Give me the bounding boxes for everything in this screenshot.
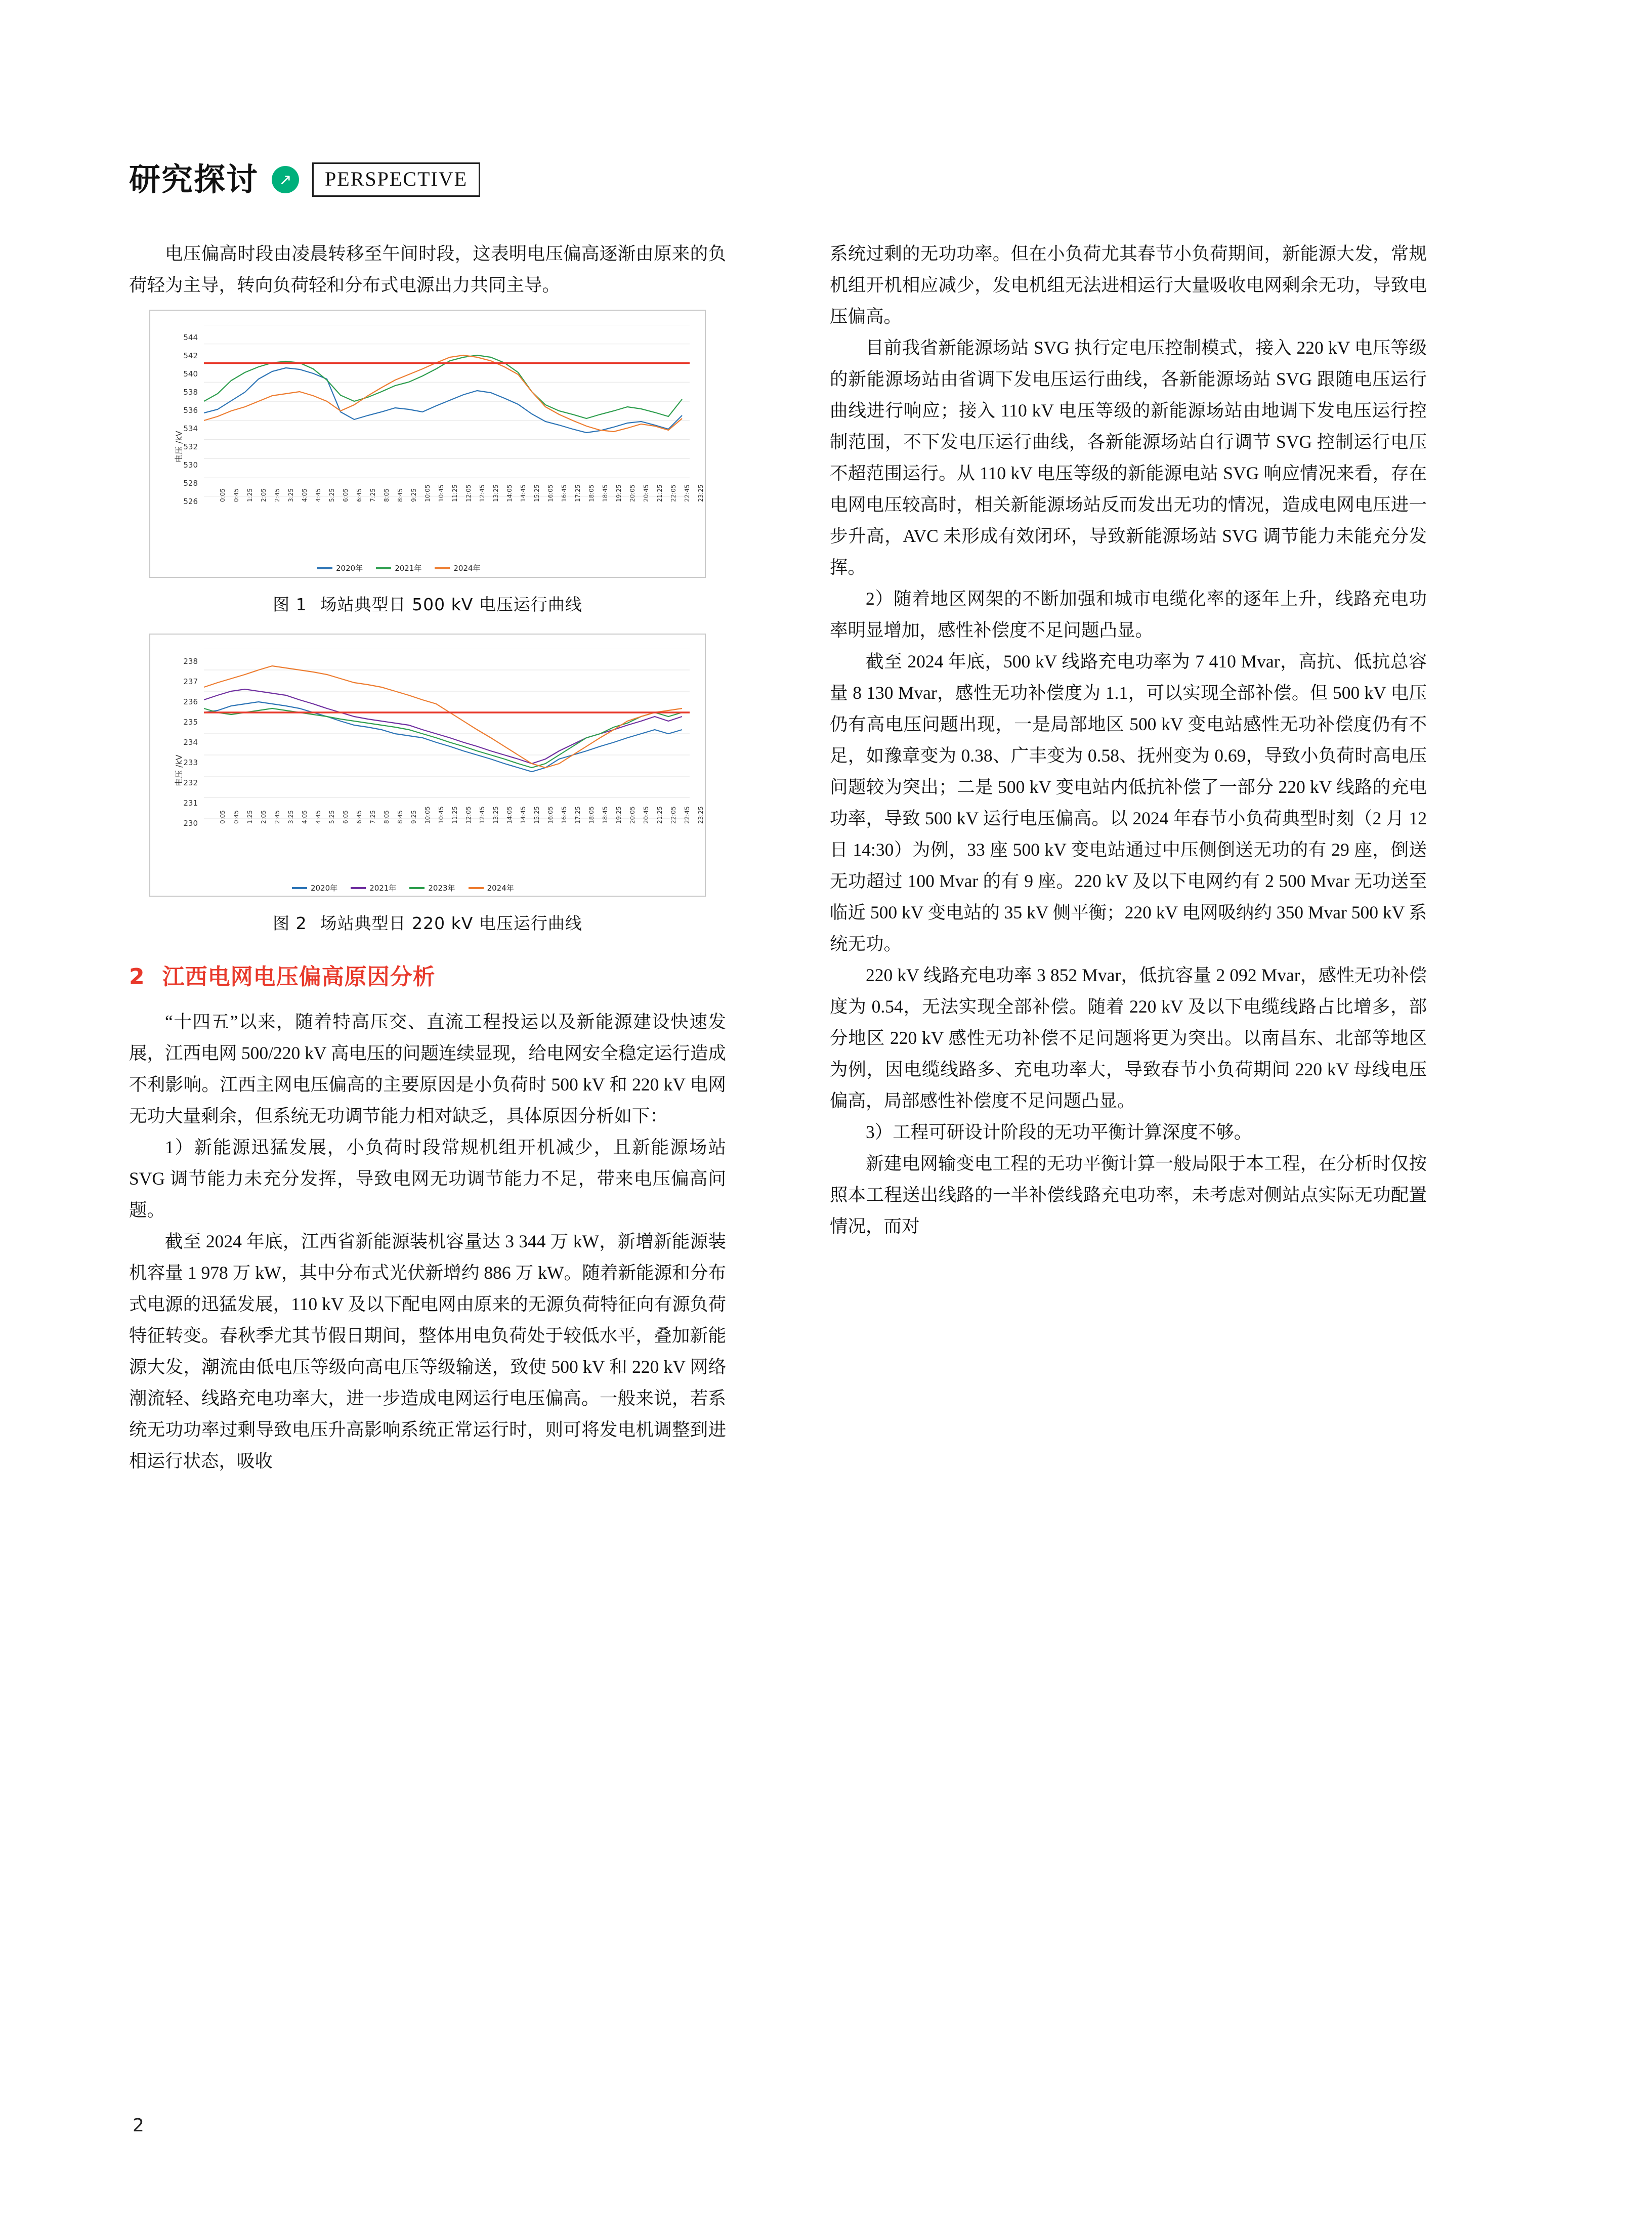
paragraph: 2）随着地区网架的不断加强和城市电缆化率的逐年上升，线路充电功率明显增加，感性补偿度不足问题凸显。 [830, 589, 1427, 640]
paragraph: 系统过剩的无功功率。但在小负荷尤其春节小负荷期间，新能源大发，常规机组开机相应减少，发电机组无法进相运行大量吸收电网剩余无功，导致电压偏高。 [830, 243, 1427, 326]
legend-label: 2021年 [395, 564, 422, 573]
legend-label: 2020年 [311, 884, 338, 893]
paragraph: 截至 2024 年底，500 kV 线路充电功率为 7 410 Mvar，高抗、低抗总容量 8 130 Mvar，感性无功补偿度为 1.1，可以实现全部补偿。但 500 kV 电压仍有高电压问题出现，一是局部地区 500 kV 变电站感性无功补偿度仍有不足，如豫章变为 0.38、广丰变为 0.58、抚州变为 0.69，导致小负荷时高电压问题较为突出；二是 500 kV 变电站内低抗补偿了一部分 220 kV 线路的充电功率，导致 500 kV 运行电压偏高。以 2024 年春节小负荷典型时刻（2 月 12 日 14:30）为例，33 座 500 kV 变电站通过中压侧倒送无功的有 29 座，倒送无功超过 100 Mvar 的有 9 座。220 kV 及以下电网约有 2 500 Mvar 无功送至临近 500 kV 变电站的 35 kV 侧平衡；220 kV 电网吸纳约 350 Mvar 500 kV 系统无功。 [830, 651, 1427, 954]
paragraph: 220 kV 线路充电功率 3 852 Mvar，低抗容量 2 092 Mvar，感性无功补偿度为 0.54，无法实现全部补偿。随着 220 kV 及以下电缆线路占比增多，部分地区 220 kV 感性无功补偿不足问题将更为突出。以南昌东、北部等地区为例，因电缆线路多、充电功率大，导致春节小负荷期间 220 kV 母线电压偏高，局部感性补偿度不足问题凸显。 [830, 965, 1427, 1111]
right-column [830, 238, 1427, 1242]
left-column [129, 238, 726, 1477]
figure-1-title: 场站典型日 500 kV 电压运行曲线 [320, 595, 582, 614]
chart-500kv: 电压 /kV 544 542 540 538 536 534 532 530 528 526 0:05 0:45 1:25 2:05 2:45 3:25 4:05 4:45 5:25 6:05 6:45 7:25 8:05 8:45 9:25 10:05 10:45 11:25 12:05 12:45 13:25 14:05 14:45 15:25 16:05 16:45 17:25 18:05 18:45 19:25 20:05 20:45 21:25 22:05 22:45 23:25 2020年 2021年 2024年 [149, 310, 706, 578]
paragraph: 3）工程可研设计阶段的无功平衡计算深度不够。 [866, 1122, 1252, 1142]
legend-label: 2021年 [369, 884, 397, 893]
figure-1 [129, 310, 726, 620]
page-title: 研究探讨 [129, 161, 259, 198]
chart-500kv-legend [317, 553, 481, 584]
section-heading [129, 961, 726, 993]
legend-label: 2024年 [453, 564, 481, 573]
figure-2-title: 场站典型日 220 kV 电压运行曲线 [320, 913, 582, 933]
paragraph: 电压偏高时段由凌晨转移至午间时段，这表明电压偏高逐渐由原来的负荷轻为主导，转向负荷轻和分布式电源出力共同主导。 [129, 243, 726, 295]
page-header [129, 152, 635, 207]
paragraph: 截至 2024 年底，江西省新能源装机容量达 3 344 万 kW，新增新能源装机容量 1 978 万 kW，其中分布式光伏新增约 886 万 kW。随着新能源和分布式电源的迅猛发展，110 kV 及以下配电网由原来的无源负荷特征向有源负荷特征转变。春秋季尤其节假日期间，整体用电负荷处于较低水平，叠加新能源大发，潮流由低电压等级向高电压等级输送，致使 500 kV 和 220 kV 网络潮流轻、线路充电功率大，进一步造成电网运行电压偏高。一般来说，若系统无功功率过剩导致电压升高影响系统正常运行时，则可将发电机调整到进相运行状态，吸收 [129, 1231, 726, 1471]
legend-label: 2020年 [336, 564, 363, 573]
paragraph: 目前我省新能源场站 SVG 执行定电压控制模式，接入 220 kV 电压等级的新能源场站由省调下发电压运行曲线，各新能源场站 SVG 跟随电压运行曲线进行响应；接入 110 kV 电压等级的新能源场站由地调下发电压运行控制范围，不下发电压运行曲线，各新能源场站自行调节 SVG 控制运行电压不超范围运行。从 110 kV 电压等级的新能源电站 SVG 响应情况来看，存在电网电压较高时，相关新能源场站反而发出无功的情况，造成电网电压进一步升高，AVC 未形成有效闭环，导致新能源场站 SVG 调节能力未能充分发挥。 [830, 338, 1427, 577]
chart-220kv: 电压 /kV 238 237 236 235 234 233 232 231 230 0:05 0:45 1:25 2:05 2:45 3:25 4:05 4:45 5:25 6:05 6:45 7:25 8:05 8:45 9:25 10:05 10:45 11:25 12:05 12:45 13:25 14:05 14:45 15:25 16:05 16:45 17:25 18:05 18:45 19:25 20:05 20:45 21:25 22:05 22:45 23:25 2020年 2021年 2023年 2024年 [149, 634, 706, 897]
figure-2-caption [129, 908, 726, 939]
paragraph: 1）新能源迅猛发展，小负荷时段常规机组开机减少，且新能源场站 SVG 调节能力未充分发挥，导致电网无功调节能力不足，带来电压偏高问题。 [129, 1137, 726, 1220]
figure-1-caption [129, 589, 726, 620]
paragraph: 新建电网输变电工程的无功平衡计算一般局限于本工程，在分析时仅按照本工程送出线路的一半补偿线路充电功率，未考虑对侧站点实际无功配置情况，而对 [830, 1153, 1427, 1236]
figure-1-number: 图 1 [273, 595, 307, 614]
legend-label: 2024年 [487, 884, 514, 893]
chart-500kv-plot [204, 325, 690, 497]
arrow-up-right-icon: ↗ [272, 166, 299, 193]
chart-220kv-plot [204, 649, 690, 819]
section-title: 江西电网电压偏高原因分析 [162, 964, 436, 990]
paragraph: “十四五”以来，随着特高压交、直流工程投运以及新能源建设快速发展，江西电网 500/220 kV 高电压的问题连续显现，给电网安全稳定运行造成不利影响。江西主网电压偏高的主要原因是小负荷时 500 kV 和 220 kV 电网无功大量剩余，但系统无功调节能力相对缺乏，具体原因分析如下： [129, 1012, 726, 1126]
legend-label: 2023年 [428, 884, 455, 893]
section-number: 2 [129, 964, 145, 990]
page-number: 2 [133, 2115, 144, 2136]
figure-2 [129, 634, 726, 939]
chart-220kv-legend [292, 872, 514, 904]
chart-500kv-ylabel: 电压 /kV [174, 431, 184, 463]
figure-2-number: 图 2 [273, 913, 307, 933]
header-english-label: PERSPECTIVE [312, 162, 480, 197]
chart-220kv-ylabel: 电压 /kV [174, 754, 184, 786]
